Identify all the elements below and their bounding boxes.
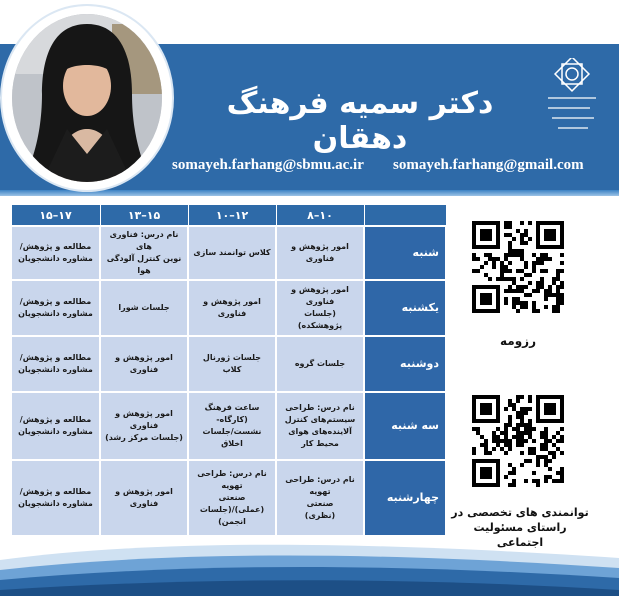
resume-qr-label: رزومه bbox=[500, 334, 536, 348]
weekly-schedule-table bbox=[10, 204, 447, 537]
schedule-row bbox=[11, 226, 446, 280]
schedule-cell: جلسات ژورنال کلاب bbox=[188, 336, 276, 392]
bottom-wave-decoration bbox=[0, 540, 619, 596]
day-label: چهارشنبه bbox=[364, 460, 446, 536]
time-header: ۱۲–۱۰ bbox=[188, 205, 276, 227]
schedule-cell: امور پژوهش و فناوری bbox=[100, 460, 188, 536]
schedule-cell: مطالعه و پژوهش/ مشاوره دانشجویان bbox=[11, 460, 100, 536]
email-primary[interactable]: somayeh.farhang@sbmu.ac.ir bbox=[172, 157, 364, 173]
schedule-row bbox=[11, 460, 446, 536]
schedule-cell: امور پژوهش و فناوری bbox=[276, 226, 364, 280]
schedule-cell: امور پژوهش و فناوری (جلسات پژوهشکده) bbox=[276, 280, 364, 336]
schedule-row bbox=[11, 392, 446, 460]
time-header: ۱۰–۸ bbox=[276, 205, 364, 227]
schedule-row bbox=[11, 336, 446, 392]
day-label: یکشنبه bbox=[364, 280, 446, 336]
schedule-cell: ساعت فرهنگ (کارگاه- نشست/جلسات اخلاق bbox=[188, 392, 276, 460]
qr-label-line: راستای مسئولیت اجتماعی bbox=[473, 521, 567, 549]
time-header: ۱۷–۱۵ bbox=[11, 205, 100, 227]
schedule-cell: نام درس: طراحی سیستم‌های کنترل آلاینده‌های هوای محیط کار bbox=[276, 392, 364, 460]
qr-code-icon bbox=[472, 382, 564, 500]
schedule-cell: نام درس: فناوری های نوین کنترل آلودگی هوا bbox=[100, 226, 188, 280]
qr-label-line: توانمندی های تخصصی در bbox=[451, 506, 589, 519]
profile-photo bbox=[12, 14, 162, 182]
schedule-cell: امور پژوهش و فناوری bbox=[100, 336, 188, 392]
schedule-cell: جلسات شورا bbox=[100, 280, 188, 336]
page-title: دکتر سمیه فرهنگ دهقان bbox=[226, 86, 494, 156]
resume-qr-code[interactable] bbox=[472, 204, 564, 330]
day-label: سه شنبه bbox=[364, 392, 446, 460]
qr-code-icon bbox=[472, 204, 564, 330]
schedule-cell: کلاس توانمند سازی bbox=[188, 226, 276, 280]
person-portrait-icon bbox=[12, 14, 162, 182]
university-logo bbox=[544, 58, 600, 138]
schedule-cell: مطالعه و پژوهش/ مشاوره دانشجویان bbox=[11, 336, 100, 392]
corner-header bbox=[364, 205, 446, 227]
day-label: شنبه bbox=[364, 226, 446, 280]
social-responsibility-qr-code[interactable] bbox=[472, 382, 564, 500]
schedule-header-row bbox=[11, 205, 446, 227]
schedule-cell: مطالعه و پژوهش/ مشاوره دانشجویان bbox=[11, 280, 100, 336]
schedule-cell: امور پژوهش و فناوری (جلسات مرکز رشد) bbox=[100, 392, 188, 460]
schedule-cell: نام درس: طراحی تهویه صنعتی (نظری) bbox=[276, 460, 364, 536]
schedule-cell: امور پژوهش و فناوری bbox=[188, 280, 276, 336]
schedule-cell: مطالعه و پژوهش/ مشاوره دانشجویان bbox=[11, 392, 100, 460]
time-header: ۱۵–۱۳ bbox=[100, 205, 188, 227]
schedule-cell: نام درس: طراحی تهویه صنعتی (عملی)/(جلسات انجمن) bbox=[188, 460, 276, 536]
day-label: دوشنبه bbox=[364, 336, 446, 392]
schedule-cell: جلسات گروه bbox=[276, 336, 364, 392]
email-secondary[interactable]: somayeh.farhang@gmail.com bbox=[393, 157, 584, 173]
schedule-cell: مطالعه و پژوهش/ مشاوره دانشجویان bbox=[11, 226, 100, 280]
schedule-row bbox=[11, 280, 446, 336]
